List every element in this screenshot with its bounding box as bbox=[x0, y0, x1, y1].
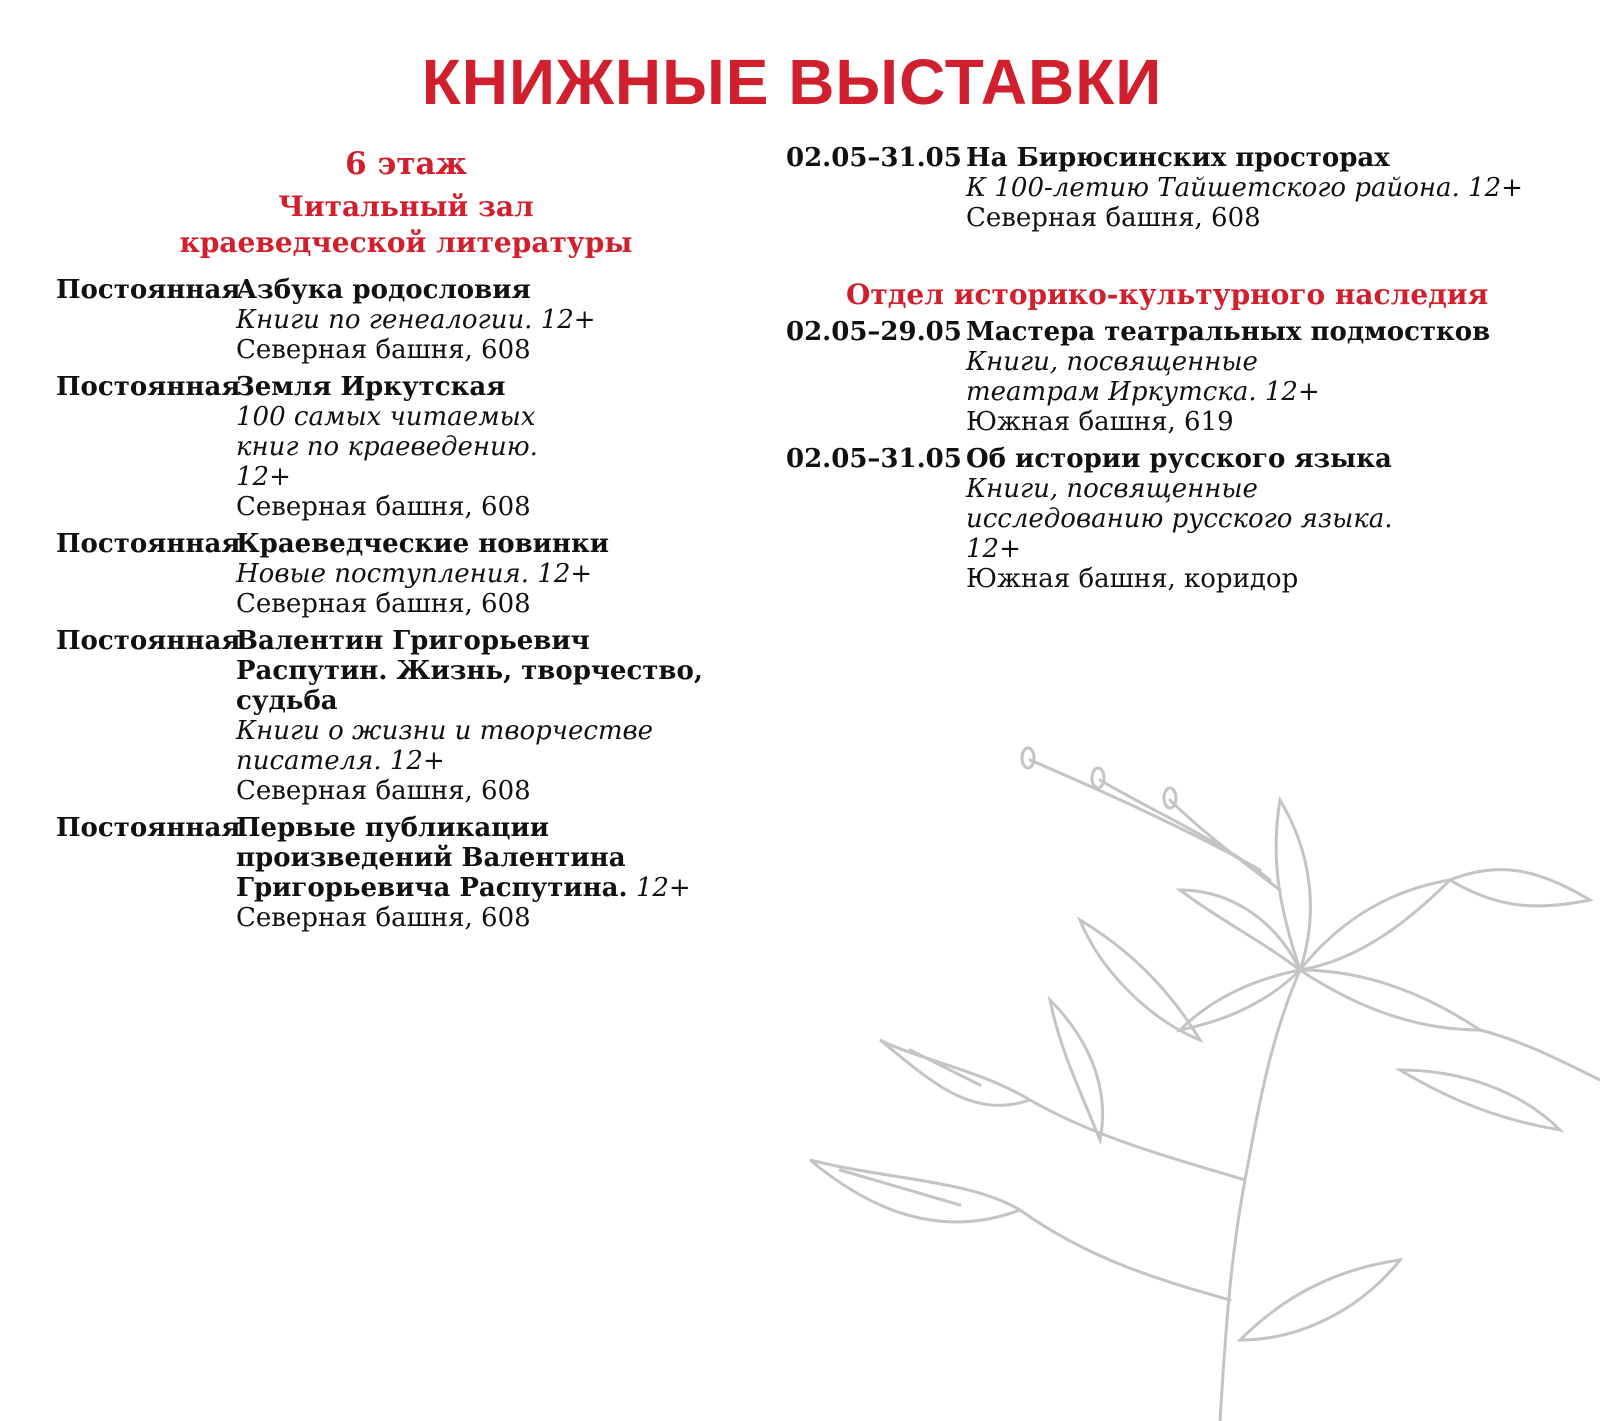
entry-description: К 100-летию Тайшетского района. 12+ bbox=[966, 173, 1523, 203]
entry-date: 02.05–31.05 bbox=[786, 444, 962, 474]
entry-date: 02.05–29.05 bbox=[786, 317, 962, 347]
entry-location: Южная башня, коридор bbox=[966, 564, 1299, 594]
entry-title: Об истории русского языка bbox=[966, 444, 1392, 474]
entry-description: Книги, посвященные исследованию русского языка. 12+ bbox=[966, 474, 1393, 564]
exhibition-entry bbox=[56, 372, 756, 522]
entry-description: Новые поступления. 12+ bbox=[236, 559, 593, 589]
entry-description: 100 самых читаемых книг по краеведению. 12+ bbox=[236, 402, 538, 492]
exhibition-entry bbox=[786, 143, 1586, 233]
entry-location: Северная башня, 608 bbox=[236, 589, 531, 619]
exhibition-entry bbox=[56, 626, 756, 806]
exhibition-entry bbox=[786, 444, 1586, 594]
entry-title: Мастера театральных подмостков bbox=[966, 317, 1491, 347]
entry-description: Книги о жизни и творчестве писателя. 12+ bbox=[236, 716, 654, 776]
exhibition-list-left bbox=[56, 275, 756, 933]
department-heading: Отдел историко-культурного наследия bbox=[846, 278, 1489, 311]
entry-title: Азбука родословия bbox=[236, 275, 531, 305]
entry-location: Северная башня, 608 bbox=[966, 203, 1261, 233]
entry-title: Валентин Григорьевич Распутин. Жизнь, творчество, судьба bbox=[236, 626, 703, 716]
floral-illustration bbox=[800, 740, 1600, 1421]
right-column bbox=[786, 143, 1586, 601]
entry-date: Постоянная bbox=[56, 275, 241, 305]
entry-date: Постоянная bbox=[56, 529, 241, 559]
entry-location: Северная башня, 608 bbox=[236, 492, 531, 522]
entry-location: Южная башня, 619 bbox=[966, 407, 1234, 437]
entry-location: Северная башня, 608 bbox=[236, 903, 531, 933]
entry-description: Книги, посвященные театрам Иркутска. 12+ bbox=[966, 347, 1320, 407]
entry-title: Первые публикации произведений Валентина Григорьевича Распутина. bbox=[236, 813, 628, 903]
exhibition-entry bbox=[56, 275, 756, 365]
entry-title: Земля Иркутская bbox=[236, 372, 506, 402]
left-column bbox=[56, 143, 756, 940]
floor-heading: 6 этаж bbox=[345, 146, 467, 182]
exhibition-entry bbox=[56, 529, 756, 619]
hall-heading-line1: Читальный зал bbox=[278, 190, 534, 223]
entry-title: На Бирюсинских просторах bbox=[966, 143, 1390, 173]
entry-description: 12+ bbox=[635, 873, 691, 903]
exhibition-entry bbox=[56, 813, 756, 933]
page-title: КНИЖНЫЕ ВЫСТАВКИ bbox=[421, 46, 1163, 118]
entry-date: Постоянная bbox=[56, 626, 241, 656]
exhibition-entry bbox=[786, 317, 1586, 437]
entry-location: Северная башня, 608 bbox=[236, 776, 531, 806]
entry-date: Постоянная bbox=[56, 813, 241, 843]
entry-title: Краеведческие новинки bbox=[236, 529, 610, 559]
hall-heading-line2: краеведческой литературы bbox=[179, 226, 633, 259]
entry-description: Книги по генеалогии. 12+ bbox=[236, 305, 596, 335]
entry-date: 02.05–31.05 bbox=[786, 143, 962, 173]
entry-location: Северная башня, 608 bbox=[236, 335, 531, 365]
entry-date: Постоянная bbox=[56, 372, 241, 402]
exhibition-list-right bbox=[786, 317, 1586, 594]
